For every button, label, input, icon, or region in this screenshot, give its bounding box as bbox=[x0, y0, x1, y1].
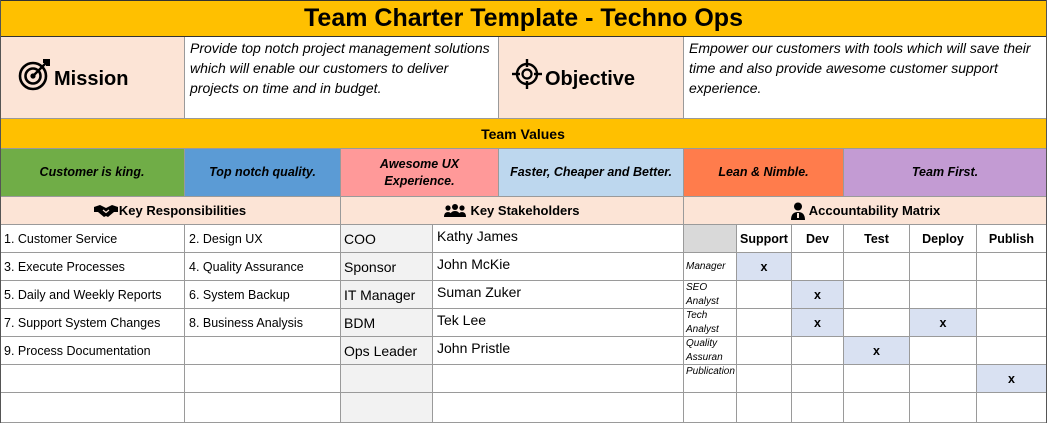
responsibility-item: 5. Daily and Weekly Reports bbox=[0, 281, 185, 309]
objective-text: Empower our customers with tools which will save their time and also provide awesome customer support experience. bbox=[684, 37, 1047, 119]
matrix-mark bbox=[844, 365, 910, 393]
matrix-mark bbox=[910, 337, 977, 365]
matrix-mark bbox=[737, 393, 792, 423]
matrix-mark bbox=[910, 281, 977, 309]
matrix-role: Tech Analyst bbox=[684, 309, 737, 337]
responsibility-item: 7. Support System Changes bbox=[0, 309, 185, 337]
matrix-mark bbox=[737, 309, 792, 337]
matrix-mark: x bbox=[737, 253, 792, 281]
objective-label-cell bbox=[499, 37, 684, 119]
matrix-mark bbox=[977, 253, 1047, 281]
matrix-mark bbox=[737, 281, 792, 309]
team-value-2: Top notch quality. bbox=[185, 149, 341, 197]
stakeholder-role bbox=[341, 393, 433, 423]
people-icon bbox=[444, 204, 466, 218]
matrix-mark: x bbox=[977, 365, 1047, 393]
matrix-column-header: Support bbox=[737, 225, 792, 253]
key-responsibilities-header bbox=[0, 197, 341, 225]
matrix-mark bbox=[977, 337, 1047, 365]
stakeholder-role: BDM bbox=[341, 309, 433, 337]
matrix-role bbox=[684, 393, 737, 423]
responsibility-item: 9. Process Documentation bbox=[0, 337, 185, 365]
handshake-icon bbox=[94, 203, 118, 219]
matrix-mark bbox=[844, 309, 910, 337]
stakeholder-name bbox=[433, 393, 684, 423]
stakeholder-role: Ops Leader bbox=[341, 337, 433, 365]
team-value-5: Lean & Nimble. bbox=[684, 149, 844, 197]
matrix-role: Publication bbox=[684, 365, 737, 393]
responsibility-item bbox=[0, 365, 185, 393]
matrix-column-header: Publish bbox=[977, 225, 1047, 253]
stakeholder-name: Tek Lee bbox=[433, 309, 684, 337]
mission-label: Mission bbox=[54, 68, 129, 90]
matrix-role: SEO Analyst bbox=[684, 281, 737, 309]
mission-text: Provide top notch project management solutions which will enable our customers to deliver projects on time and in budget. bbox=[185, 37, 499, 119]
matrix-mark bbox=[910, 253, 977, 281]
matrix-mark bbox=[910, 393, 977, 423]
responsibility-item bbox=[0, 393, 185, 423]
accountability-matrix-header bbox=[684, 197, 1047, 225]
stakeholder-name: John McKie bbox=[433, 253, 684, 281]
matrix-mark bbox=[977, 393, 1047, 423]
target-icon bbox=[18, 57, 52, 91]
matrix-mark bbox=[844, 253, 910, 281]
matrix-mark: x bbox=[792, 281, 844, 309]
mission-label-cell bbox=[0, 37, 185, 119]
team-value-3: Awesome UX Experience. bbox=[341, 149, 499, 197]
accountability-matrix-label: Accountability Matrix bbox=[808, 203, 941, 218]
matrix-mark: x bbox=[910, 309, 977, 337]
key-stakeholders-label: Key Stakeholders bbox=[470, 203, 580, 218]
responsibility-item: 8. Business Analysis bbox=[185, 309, 341, 337]
key-responsibilities-label: Key Responsibilities bbox=[118, 203, 247, 218]
matrix-column-header: Dev bbox=[792, 225, 844, 253]
matrix-mark bbox=[792, 253, 844, 281]
matrix-role: Quality Assuran bbox=[684, 337, 737, 365]
stakeholder-name: John Pristle bbox=[433, 337, 684, 365]
responsibility-item: 2. Design UX bbox=[185, 225, 341, 253]
matrix-corner bbox=[684, 225, 737, 253]
responsibility-item: 4. Quality Assurance bbox=[185, 253, 341, 281]
team-values-header: Team Values bbox=[0, 119, 1047, 149]
responsibility-item bbox=[185, 337, 341, 365]
matrix-mark bbox=[792, 337, 844, 365]
crosshair-icon bbox=[511, 58, 543, 90]
stakeholder-name: Kathy James bbox=[433, 225, 684, 253]
stakeholder-role: COO bbox=[341, 225, 433, 253]
team-value-1: Customer is king. bbox=[0, 149, 185, 197]
matrix-mark bbox=[844, 393, 910, 423]
responsibility-item: 3. Execute Processes bbox=[0, 253, 185, 281]
responsibility-item: 1. Customer Service bbox=[0, 225, 185, 253]
stakeholder-name bbox=[433, 365, 684, 393]
matrix-mark bbox=[910, 365, 977, 393]
key-stakeholders-header bbox=[341, 197, 684, 225]
matrix-mark bbox=[737, 365, 792, 393]
stakeholder-role: IT Manager bbox=[341, 281, 433, 309]
stakeholder-role: Sponsor bbox=[341, 253, 433, 281]
matrix-mark bbox=[977, 281, 1047, 309]
person-icon bbox=[790, 202, 806, 220]
responsibility-item: 6. System Backup bbox=[185, 281, 341, 309]
matrix-mark bbox=[844, 281, 910, 309]
matrix-mark: x bbox=[844, 337, 910, 365]
team-value-4: Faster, Cheaper and Better. bbox=[499, 149, 684, 197]
objective-label: Objective bbox=[545, 68, 636, 90]
stakeholder-name: Suman Zuker bbox=[433, 281, 684, 309]
page-title: Team Charter Template - Techno Ops bbox=[0, 0, 1047, 37]
responsibility-item bbox=[185, 393, 341, 423]
matrix-mark: x bbox=[792, 309, 844, 337]
matrix-mark bbox=[792, 365, 844, 393]
stakeholder-role bbox=[341, 365, 433, 393]
matrix-mark bbox=[792, 393, 844, 423]
team-value-6: Team First. bbox=[844, 149, 1047, 197]
matrix-mark bbox=[977, 309, 1047, 337]
matrix-role: Manager bbox=[684, 253, 737, 281]
matrix-column-header: Test bbox=[844, 225, 910, 253]
matrix-column-header: Deploy bbox=[910, 225, 977, 253]
matrix-mark bbox=[737, 337, 792, 365]
responsibility-item bbox=[185, 365, 341, 393]
